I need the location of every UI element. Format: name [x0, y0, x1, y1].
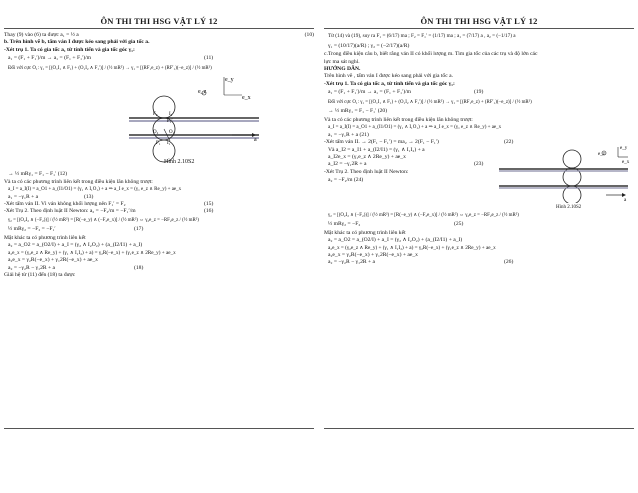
rollers-figure	[494, 143, 630, 203]
figure-block	[324, 147, 634, 211]
equation-line: a₂e_x = (γ₂e_z ∧ Re_y) + (γ₁ ∧ I₁I₂) + a) = γ₂R(−e_x) + (γ₁e_z ∧ 2Re_y) + ae_x	[328, 244, 496, 251]
header-rule	[324, 28, 634, 29]
equation-line: a₂ = −F₂/m (24)	[328, 177, 364, 184]
text-line: -Xét Trụ 2. Theo định luật II Newton:	[324, 168, 409, 175]
equation-line: a_I2 = −γ₁2R + a (23)	[328, 161, 484, 168]
ex-label: e_x	[622, 159, 630, 165]
equation-line: ½ mRγ₂ = −F₂ (25)	[328, 221, 464, 228]
text-line: Mặt khác ta có phương trình liên kết	[4, 235, 86, 242]
equation-line: γ₂ = [(O₂I₂ ∧ (−F₂))] / (½ mR²) = [R(−e_y) ∧ (−F₂e_x)] / (½ mR²) ⇔ γ₂e_z = −RF₂e_z / (½ mR²)	[328, 212, 519, 218]
equation-line: a_I = a_I(I) = a_O1 + a_(I1/O1) = (γ₁ ∧ I₁O₁) + a ⇒ a_I e_x = (γ₁ e_z ∧ Re_y) + ae_x	[8, 187, 182, 193]
equation-line: Đối với cực O₁: γ₁ = [(O₁I₁ ∧ F₁) + (O₁I₂ ∧ F₁′)] / (½ mR²) → γ₁ = [(RF₁e_z) + (RF′₁)(−e_z)] / (½ mR²)	[8, 65, 212, 71]
ex-label: e_x	[242, 95, 251, 102]
equation-line: γ₁ = (10/17)(a/R) ; γ₂ = (−2/17)(a/R)	[328, 42, 410, 49]
F1-label: F₁	[156, 141, 161, 147]
left-page	[4, 0, 314, 493]
text-line: lực ma sát nghỉ.	[324, 58, 360, 65]
equation-line: a₂e_x = (γ₂e_z ∧ Re_y) + (γ₁ ∧ I₁I₂) + a) = γ₂R(−e_x) + (γ₁e_z ∧ 2Re_y) + ae_x	[8, 249, 176, 256]
ey-label: e_y	[620, 145, 628, 151]
ez-label: e_z	[198, 89, 207, 96]
equation-line: a₂ = −γ₂R − γ₁2R + a (26)	[328, 259, 514, 266]
text-line: Mặt khác ta có phương trình liên kết	[324, 229, 406, 236]
I1-label: I₁	[167, 141, 171, 147]
text-line: Thay (9) vào (6) ta được a₁ = ½ a (10)	[4, 32, 314, 38]
equation-line: ½ mRγ₂ = −F₂ = −F₁′ (17)	[8, 226, 144, 233]
text-line: Trên hình vẽ , tấm ván I được kéo sang phải với gia tốc a.	[324, 73, 453, 80]
equation-line: a_I = a_I(I) = a_O1 + a_(I1/O1) = (γ₁ ∧ I₁O₁) + a ⇒ a_I e_x = (γ₁ e_z ∧ Re_y) + ae_x	[328, 125, 502, 131]
footer-rule	[4, 428, 314, 429]
equation-line: → ½ mRγ₁ = F₁ − F₁′ (12)	[8, 171, 68, 178]
text-line: Và ta có các phương trình liên kết trong điều kiện lăn không trượt:	[4, 178, 153, 185]
equation-line: Và a_I2 = a_I1 + a_(I2/I1) = (γ₁ ∧ I₁I₂) + a	[328, 146, 425, 153]
O2-label: O₂	[153, 130, 159, 136]
equation-line: a₁ = (F₁ + F₁′)/m → a₁ = (F₁ + F₁′)/m (19)	[328, 89, 484, 96]
text-line: Và ta có các phương trình liên kết trong điều kiện lăn không trượt:	[324, 117, 473, 123]
O1-label: O₁	[169, 130, 175, 136]
figure-caption: Hình 2.10S2	[556, 204, 582, 210]
F2-label: F₂	[153, 112, 158, 118]
equation-line: a₁ = −γ₁R + a (13)	[8, 193, 94, 200]
equation-line: Từ (14) và (19), suy ra F₁ = (6/17) ma ; F₂ = F₁′ = (1/17) ma ; a₁ = (7/17) a , a₂ = (−1/17) a	[328, 33, 516, 39]
equation-line: a_I2e_x = (γ₁e_z ∧ 2Re_y) + ae_x	[328, 154, 406, 161]
equation-line: a₂e_x = γ₂R(−e_x) + γ₁2R(−e_x) + ae_x	[8, 257, 98, 264]
equation-line: a₂ = a_O2 = a_(O2/I) + a_I = (γ₂ ∧ I₂O₂) + (a_(I2/I1) + a_I)	[328, 237, 463, 244]
equation-line: γ₂ = [(O₂I₂ ∧ (−F₂))] / (½ mR²) = [R(−e_y) ∧ (−F₂e_x)] / (½ mR²) ⇔ γ₂e_z = −RF₂e_z / (½ mR²)	[8, 217, 199, 223]
I2-label: I₂	[169, 112, 173, 118]
right-page	[324, 0, 634, 493]
equation-line: a₂e_x = γ₂R(−e_x) + γ₁2R(−e_x) + ae_x	[328, 252, 418, 259]
header-rule	[4, 28, 314, 29]
text-line: -Xét Trụ 2. Theo định luật II Newton: a₂ = −F₂/m = −F₁′/m (16)	[4, 208, 214, 215]
a-label: a	[624, 197, 627, 203]
equation-line: a₁ = −γ₁R + a (21)	[328, 131, 369, 138]
equation-line: a₂ = −γ₂R − γ₁2R + a (18)	[8, 264, 144, 271]
equation-line: → ½ mRγ₁ = F₁ − F₁′ (20)	[328, 108, 388, 115]
figure-area	[4, 73, 314, 171]
page-header: ÔN THI THI HSG VẬT LÝ 12	[420, 16, 538, 26]
ez-label: e_z	[598, 151, 605, 157]
a-label: a	[254, 137, 257, 144]
ey-label: e_y	[225, 77, 234, 84]
text-line: -Xét tấm ván II. Vì ván không khối lượng nên F₁′ = F₂ (15)	[4, 201, 214, 208]
rollers-figure	[124, 75, 264, 167]
text-line: -Xét trụ 1. Ta có gia tốc a₁ từ tính tiến và gia tốc góc γ₁:	[324, 80, 455, 87]
footer-rule	[324, 428, 634, 429]
F1p-label: F₁′	[167, 119, 173, 125]
text-line: b. Trên hình vẽ b, tấm ván I được kéo sang phải với gia tốc a.	[4, 39, 150, 46]
text-line: Giải hệ từ (11) đến (18) ta được	[4, 272, 76, 279]
equation-line: a₁ = (F₁ + F₁′)/m → a₁ = (F₁ + F₁′)/m (11)	[8, 55, 214, 62]
equation-line: a₂ = a_O2 = a_(O2/I) + a_I = (γ₂ ∧ I₂O₂) + (a_(I2/I1) + a_I)	[8, 242, 143, 249]
text-line: -Xét tấm ván II. → 2(F₁ − F₁′) = ma₂ → 2(F₁ − F₁′) (22)	[324, 139, 514, 146]
equation-line: Đối với cực O₁: γ₁ = [(O₁I₁ ∧ F₁) + (O₁I₂ ∧ F₁′)] / (½ mR²) → γ₁ = [(RF₁e_z) + (RF′₁)(−e_z)] / (½ mR²)	[328, 99, 532, 105]
text-line: HƯỚNG DẪN.	[324, 66, 361, 72]
text-line: -Xét trụ 1. Ta có gia tốc a₁ từ tính tiến và gia tốc góc γ₁:	[4, 46, 135, 53]
text-line: c.Trong điều kiện câu b, biết rằng ván II có khối lượng m. Tìm gia tốc của các trụ và độ lớn các	[324, 51, 538, 58]
page-header: ÔN THI THI HSG VẬT LÝ 12	[100, 16, 218, 26]
figure-caption: Hình 2.10S2	[164, 159, 195, 166]
